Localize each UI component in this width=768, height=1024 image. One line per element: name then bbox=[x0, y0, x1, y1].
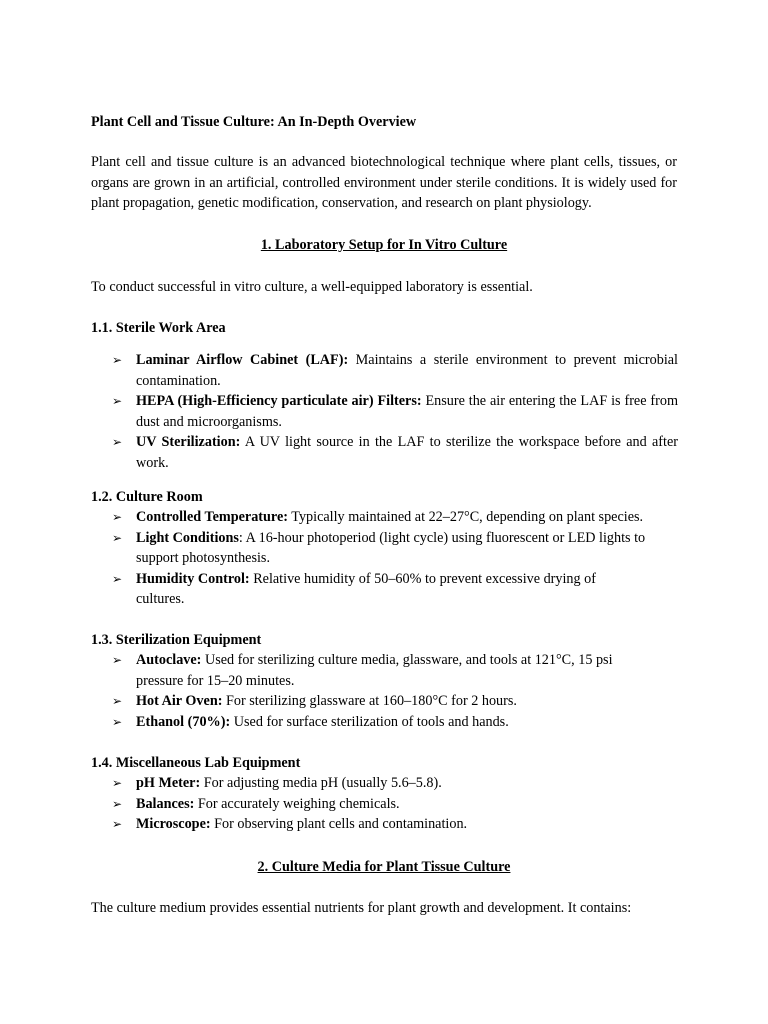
arrow-bullet-icon: ➢ bbox=[112, 571, 123, 586]
item-text: For accurately weighing chemicals. bbox=[194, 795, 400, 812]
list-item bbox=[112, 569, 678, 610]
list-item bbox=[112, 691, 678, 712]
item-term: UV Sterilization: bbox=[136, 434, 241, 451]
list-item bbox=[112, 650, 678, 691]
subsection-1-4-heading: 1.4. Miscellaneous Lab Equipment bbox=[91, 755, 301, 771]
item-text: Ensure the air entering the LAF is free from dust and microorganisms. bbox=[136, 393, 678, 430]
item-term: Microscope: bbox=[136, 816, 211, 833]
culture-room-list bbox=[112, 507, 678, 610]
arrow-bullet-icon: ➢ bbox=[112, 530, 123, 545]
sterilization-equipment-list bbox=[112, 650, 678, 732]
arrow-bullet-icon: ➢ bbox=[112, 694, 123, 709]
item-text: : A 16-hour photoperiod (light cycle) using fluorescent or LED lights to support photosynthesis. bbox=[136, 529, 646, 567]
list-item bbox=[112, 350, 678, 391]
item-term: Hot Air Oven: bbox=[136, 693, 223, 710]
list-item bbox=[112, 507, 678, 528]
arrow-bullet-icon: ➢ bbox=[112, 510, 123, 524]
section-1-intro: To conduct successful in vitro culture, a well-equipped laboratory is essential. bbox=[91, 279, 533, 295]
item-term: Controlled Temperature: bbox=[136, 509, 288, 525]
item-term: Autoclave: bbox=[136, 652, 202, 668]
list-item bbox=[112, 432, 678, 473]
list-item bbox=[112, 773, 678, 794]
list-item bbox=[112, 391, 678, 432]
item-text: For sterilizing glassware at 160–180°C for 2 hours. bbox=[222, 693, 517, 710]
arrow-bullet-icon: ➢ bbox=[112, 714, 123, 729]
item-text: Used for sterilizing culture media, glassware, and tools at 121°C, 15 psi pressure for 15–20 minutes. bbox=[136, 652, 613, 689]
intro-paragraph: Plant cell and tissue culture is an advanced biotechnological technique where plant cells, tissues, or organs are grown in an artificial, controlled environment under sterile conditions. It is widely used for plant propagation, genetic modification, conservation, and research on plant physiology. bbox=[91, 154, 677, 211]
arrow-bullet-icon: ➢ bbox=[112, 653, 123, 667]
list-item bbox=[112, 814, 678, 835]
item-text: For observing plant cells and contamination. bbox=[210, 816, 468, 833]
item-text: Typically maintained at 22–27°C, depending on plant species. bbox=[287, 509, 644, 525]
item-text: Used for surface sterilization of tools and hands. bbox=[230, 713, 509, 730]
item-term: pH Meter: bbox=[136, 775, 201, 791]
sterile-work-area-list bbox=[112, 350, 678, 474]
item-text: For adjusting media pH (usually 5.6–5.8). bbox=[200, 775, 442, 791]
arrow-bullet-icon: ➢ bbox=[112, 796, 123, 811]
document-title: Plant Cell and Tissue Culture: An In-Depth Overview bbox=[91, 114, 417, 130]
item-term: Light Conditions bbox=[136, 529, 239, 546]
arrow-bullet-icon: ➢ bbox=[112, 353, 123, 367]
arrow-bullet-icon: ➢ bbox=[112, 435, 123, 450]
arrow-bullet-icon: ➢ bbox=[112, 394, 123, 409]
arrow-bullet-icon: ➢ bbox=[112, 776, 123, 790]
item-text: A UV light source in the LAF to sterilize the workspace before and after work. bbox=[136, 434, 678, 471]
item-text: Relative humidity of 50–60% to prevent excessive drying of cultures. bbox=[136, 570, 596, 608]
arrow-bullet-icon: ➢ bbox=[112, 817, 123, 832]
subsection-1-2-heading: 1.2. Culture Room bbox=[91, 489, 203, 505]
item-text: Maintains a sterile environment to prevent microbial contamination. bbox=[136, 352, 678, 389]
item-term: HEPA (High-Efficiency particulate air) Filters: bbox=[136, 393, 422, 410]
subsection-1-3-heading: 1.3. Sterilization Equipment bbox=[91, 632, 262, 648]
item-term: Balances: bbox=[136, 795, 195, 812]
section-2-heading: 2. Culture Media for Plant Tissue Culture bbox=[257, 859, 511, 875]
section-1-heading: 1. Laboratory Setup for In Vitro Culture bbox=[260, 237, 508, 253]
item-term: Laminar Airflow Cabinet (LAF): bbox=[136, 352, 349, 368]
subsection-1-1-heading: 1.1. Sterile Work Area bbox=[91, 320, 226, 336]
item-term: Ethanol (70%): bbox=[136, 713, 231, 730]
section-2-intro: The culture medium provides essential nutrients for plant growth and development. It contains: bbox=[91, 900, 632, 916]
list-item bbox=[112, 528, 678, 569]
item-term: Humidity Control: bbox=[136, 570, 250, 587]
list-item bbox=[112, 794, 678, 815]
list-item bbox=[112, 712, 678, 733]
misc-equipment-list bbox=[112, 773, 678, 835]
